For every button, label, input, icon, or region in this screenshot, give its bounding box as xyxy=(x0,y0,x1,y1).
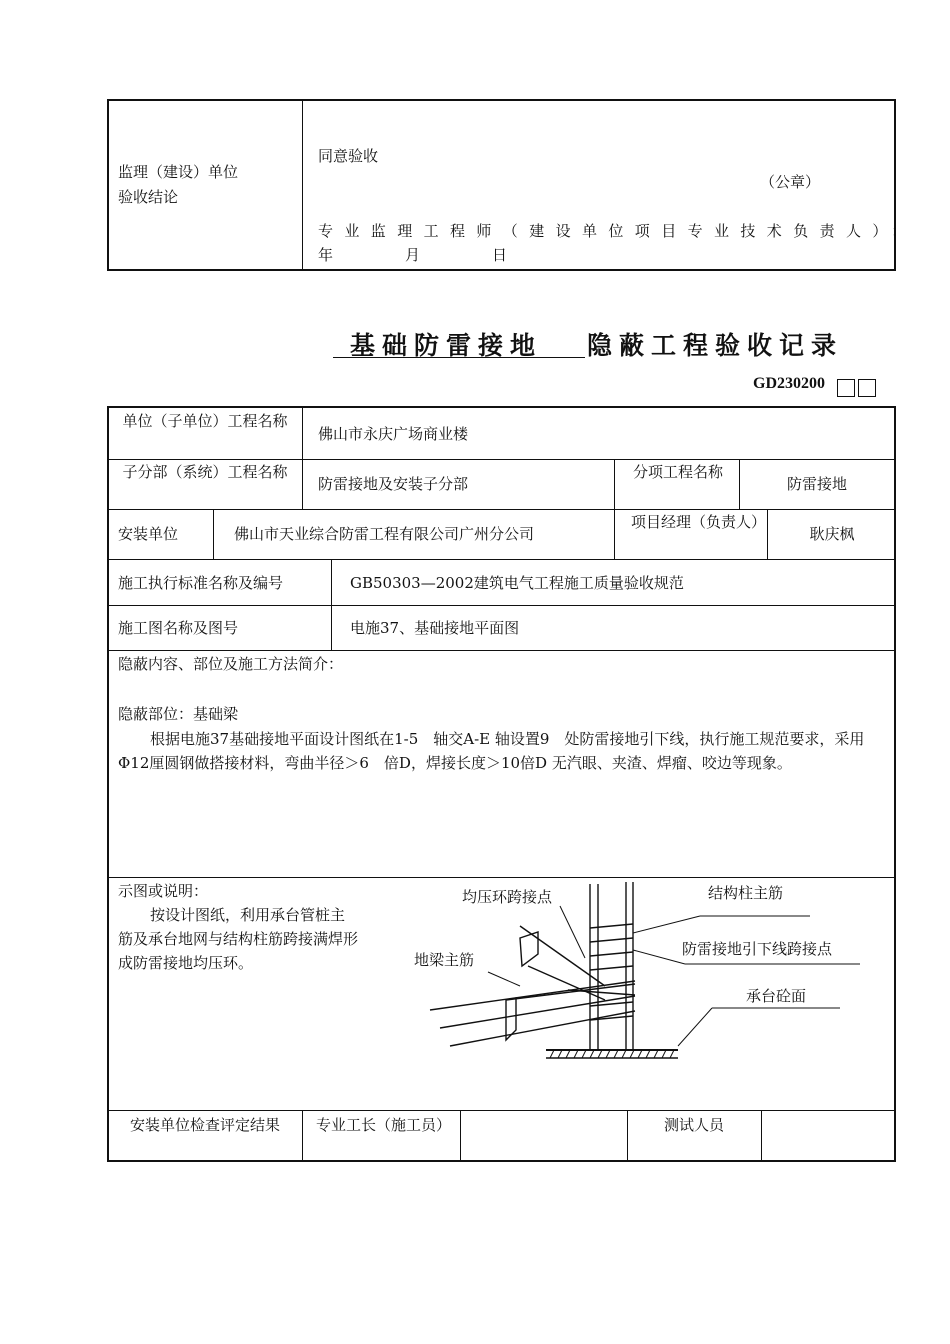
standard-label: 施工执行标准名称及编号 xyxy=(118,574,284,592)
record-title-part2: 隐蔽工程验收记录 xyxy=(587,331,844,360)
supervision-label-line1: 监理（建设）单位 xyxy=(118,163,239,181)
col-divider xyxy=(331,559,332,650)
drawing-label: 施工图名称及图号 xyxy=(118,619,239,637)
install-unit-label: 安装单位 xyxy=(118,525,179,543)
drawing-value: 电施37、基础接地平面图 xyxy=(350,619,520,637)
supervision-label-line2: 验收结论 xyxy=(118,188,179,206)
row-divider xyxy=(108,559,895,560)
row-divider xyxy=(108,509,895,510)
col-divider xyxy=(460,1110,461,1161)
row-divider xyxy=(108,650,895,651)
label-column-rebar: 结构柱主筋 xyxy=(708,884,784,902)
col-divider xyxy=(614,459,615,509)
record-code: GD230200 xyxy=(753,375,825,392)
hidden-content-heading: 隐蔽内容、部位及施工方法简介： xyxy=(118,655,344,673)
item-name-value: 防雷接地 xyxy=(786,475,847,493)
code-checkbox-1 xyxy=(837,379,855,397)
col-divider xyxy=(614,509,615,559)
label-down-lead-joint: 防雷接地引下线跨接点 xyxy=(682,940,833,958)
label-cap-surface: 承台砼面 xyxy=(746,987,807,1005)
col-divider xyxy=(627,1110,628,1161)
project-manager-label: 项目经理（负责人） xyxy=(631,513,767,531)
col-divider xyxy=(767,509,768,559)
project-name-label: 单位（子单位）工程名称 xyxy=(122,412,288,430)
col-divider xyxy=(302,407,303,509)
row-divider xyxy=(108,605,895,606)
standard-value: GB50303—2002建筑电气工程施工质量验收规范 xyxy=(350,574,684,592)
project-name-value: 佛山市永庆广场商业楼 xyxy=(318,425,469,443)
label-ring-joint: 均压环跨接点 xyxy=(462,888,553,906)
install-unit-value: 佛山市天业综合防雷工程有限公司广州分公司 xyxy=(234,525,535,543)
inspection-result-label: 安装单位检查评定结果 xyxy=(129,1116,280,1134)
diagram-heading: 示图或说明： xyxy=(118,882,209,900)
subdivision-value: 防雷接地及安装子分部 xyxy=(318,475,469,493)
conclusion-text: 同意验收 xyxy=(318,147,379,165)
code-checkbox-2 xyxy=(858,379,876,397)
seal-text: （公章） xyxy=(760,173,821,191)
engineer-signature-line: 专业监理工程师（建设单位项目专业技术负责人）： xyxy=(318,222,918,240)
title-underline xyxy=(333,357,585,358)
hidden-location: 隐蔽部位：基础梁 xyxy=(118,705,239,723)
project-manager-value: 耿庆枫 xyxy=(809,525,855,543)
record-title-part1: 基础防雷接地 xyxy=(350,331,543,360)
diagram-note: 按设计图纸，利用承台管桩主筋及承台地网与结构柱筋跨接满焊形成防雷接地均压环。 xyxy=(118,906,359,972)
col-divider xyxy=(739,459,740,509)
col-divider xyxy=(302,1110,303,1161)
date-line: 年 月 日 xyxy=(318,246,522,264)
hidden-description: 根据电施37基础接地平面设计图纸在1-5 轴交A-E 轴设置9 处防雷接地引下线，执行施工规范要求，采用Φ12厘圆钢做搭接材料，弯曲半径＞6 倍D，焊接长度＞10倍D 无汽眼、夹渣、焊瘤、咬边等现象。 xyxy=(118,730,865,772)
foreman-label: 专业工长（施工员） xyxy=(316,1116,452,1134)
item-name-label: 分项工程名称 xyxy=(632,463,723,481)
label-beam-rebar: 地梁主筋 xyxy=(414,951,475,969)
col-divider xyxy=(213,509,214,559)
col-divider xyxy=(761,1110,762,1161)
grounding-diagram xyxy=(400,878,895,1108)
subdivision-label: 子分部（系统）工程名称 xyxy=(122,463,288,481)
row-divider xyxy=(108,1110,895,1111)
tester-label: 测试人员 xyxy=(663,1116,724,1134)
supervision-divider xyxy=(302,100,303,270)
